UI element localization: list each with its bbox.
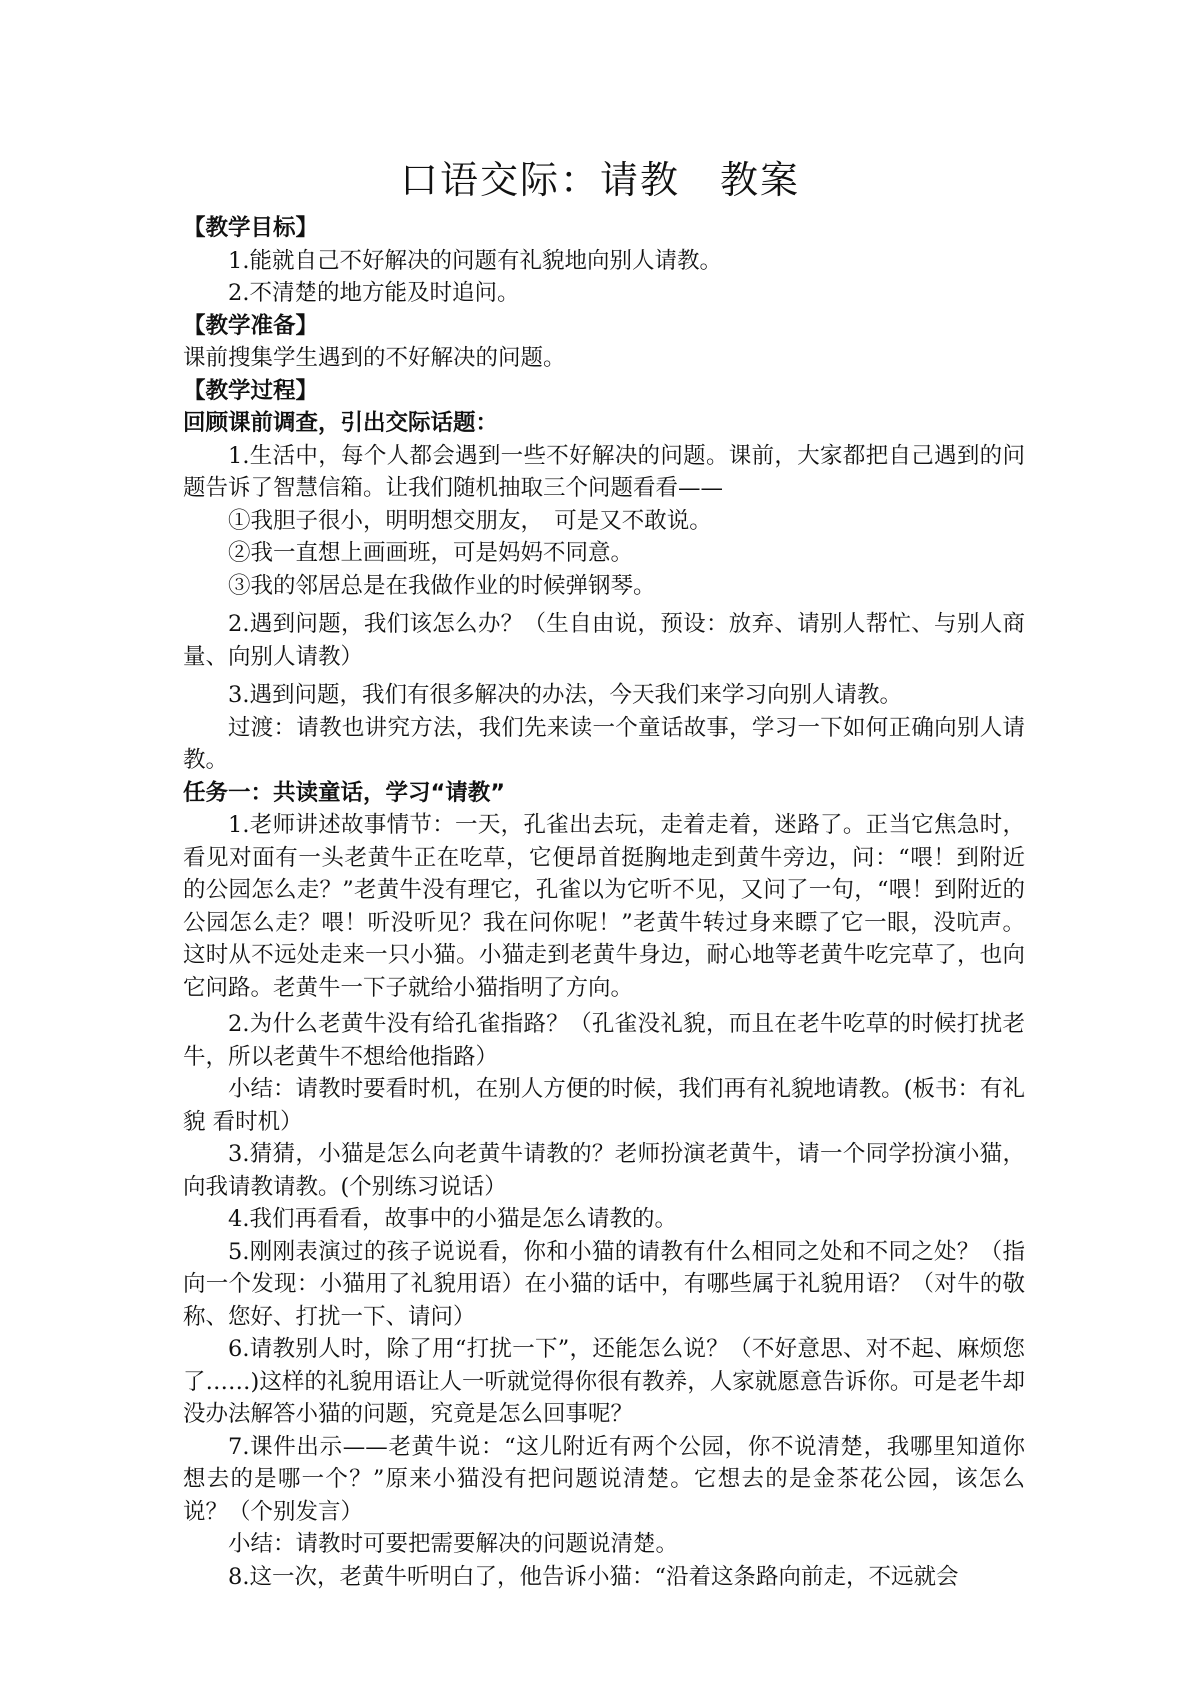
- paragraph: 过渡：请教也讲究方法，我们先来读一个童话故事，学习一下如何正确向别人请教。: [183, 714, 1025, 773]
- paragraph: 7.课件出示——老黄牛说：“这儿附近有两个公园，你不说清楚，我哪里知道你想去的是哪一个？”原来小猫没有把问题说清楚。它想去的是金茶花公园，该怎么说？（个别发言）: [183, 1433, 1025, 1525]
- summary: 小结：请教时可要把需要解决的问题说清楚。: [228, 1531, 679, 1557]
- paragraph: 3.遇到问题，我们有很多解决的办法，今天我们来学习向别人请教。: [228, 682, 902, 708]
- paragraph: 1.老师讲述故事情节：一天，孔雀出去玩，走着走着，迷路了。正当它焦急时，看见对面有一头老黄牛正在吃草，它便昂首挺胸地走到黄牛旁边，问：“喂！到附近的公园怎么走？”老黄牛没有理它，孔雀以为它听不见，又问了一句，“喂！到附近的公园怎么走？喂！听没听见？我在问你呢！”老黄牛转过身来瞟了它一眼，没吭声。这时从不远处走来一只小猫。小猫走到老黄牛身边，耐心地等老黄牛吃完草了，也向它问路。老黄牛一下子就给小猫指明了方向。: [183, 812, 1025, 1001]
- prep-text: 课前搜集学生遇到的不好解决的问题。: [183, 345, 566, 371]
- document-title: 口语交际：请教 教案: [399, 158, 800, 202]
- paragraph: 8.这一次，老黄牛听明白了，他告诉小猫：“沿着这条路向前走，不远就会: [228, 1563, 959, 1590]
- part1-heading: 回顾课前调查，引出交际话题：: [183, 410, 499, 436]
- paragraph: 4.我们再看看，故事中的小猫是怎么请教的。: [228, 1206, 677, 1232]
- process-heading: 【教学过程】: [183, 377, 319, 404]
- question-item: ②我一直想上画画班，可是妈妈不同意。: [228, 540, 634, 566]
- question-item: ①我胆子很小，明明想交朋友， 可是又不敢说。: [228, 507, 712, 534]
- prep-heading: 【教学准备】: [183, 312, 319, 339]
- paragraph: 1.生活中，每个人都会遇到一些不好解决的问题。课前，大家都把自己遇到的问题告诉了智慧信箱。让我们随机抽取三个问题看看——: [183, 442, 1025, 501]
- summary: 小结：请教时要看时机，在别人方便的时候，我们再有礼貌地请教。(板书：有礼貌 看时机）: [183, 1076, 1025, 1135]
- goals-heading: 【教学目标】: [183, 215, 319, 241]
- paragraph: 2.为什么老黄牛没有给孔雀指路？（孔雀没礼貌，而且在老牛吃草的时候打扰老牛，所以老黄牛不想给他指路）: [183, 1011, 1025, 1070]
- goal-item: 1.能就自己不好解决的问题有礼貌地向别人请教。: [228, 247, 722, 274]
- part2-heading: 任务一：共读童话，学习“请教”: [183, 779, 506, 806]
- paragraph: 2.遇到问题，我们该怎么办？（生自由说，预设：放弃、请别人帮忙、与别人商量、向别人请教）: [183, 611, 1025, 670]
- paragraph: 3.猜猜，小猫是怎么向老黄牛请教的？老师扮演老黄牛，请一个同学扮演小猫，向我请教请教。(个别练习说话）: [183, 1141, 1025, 1200]
- paragraph: 5.刚刚表演过的孩子说说看，你和小猫的请教有什么相同之处和不同之处？（指向一个发现：小猫用了礼貌用语）在小猫的话中，有哪些属于礼貌用语？（对牛的敬称、您好、打扰一下、请问）: [183, 1238, 1025, 1330]
- goal-item: 2.不清楚的地方能及时追问。: [228, 280, 520, 306]
- paragraph: 6.请教别人时，除了用“打扰一下”，还能怎么说？（不好意思、对不起、麻烦您了……)这样的礼貌用语让人一听就觉得你很有教养，人家就愿意告诉你。可是老牛却没办法解答小猫的问题，究竟是怎么回事呢？: [183, 1336, 1025, 1427]
- document-body: [183, 212, 1025, 1593]
- question-item: ③我的邻居总是在我做作业的时候弹钢琴。: [228, 572, 656, 599]
